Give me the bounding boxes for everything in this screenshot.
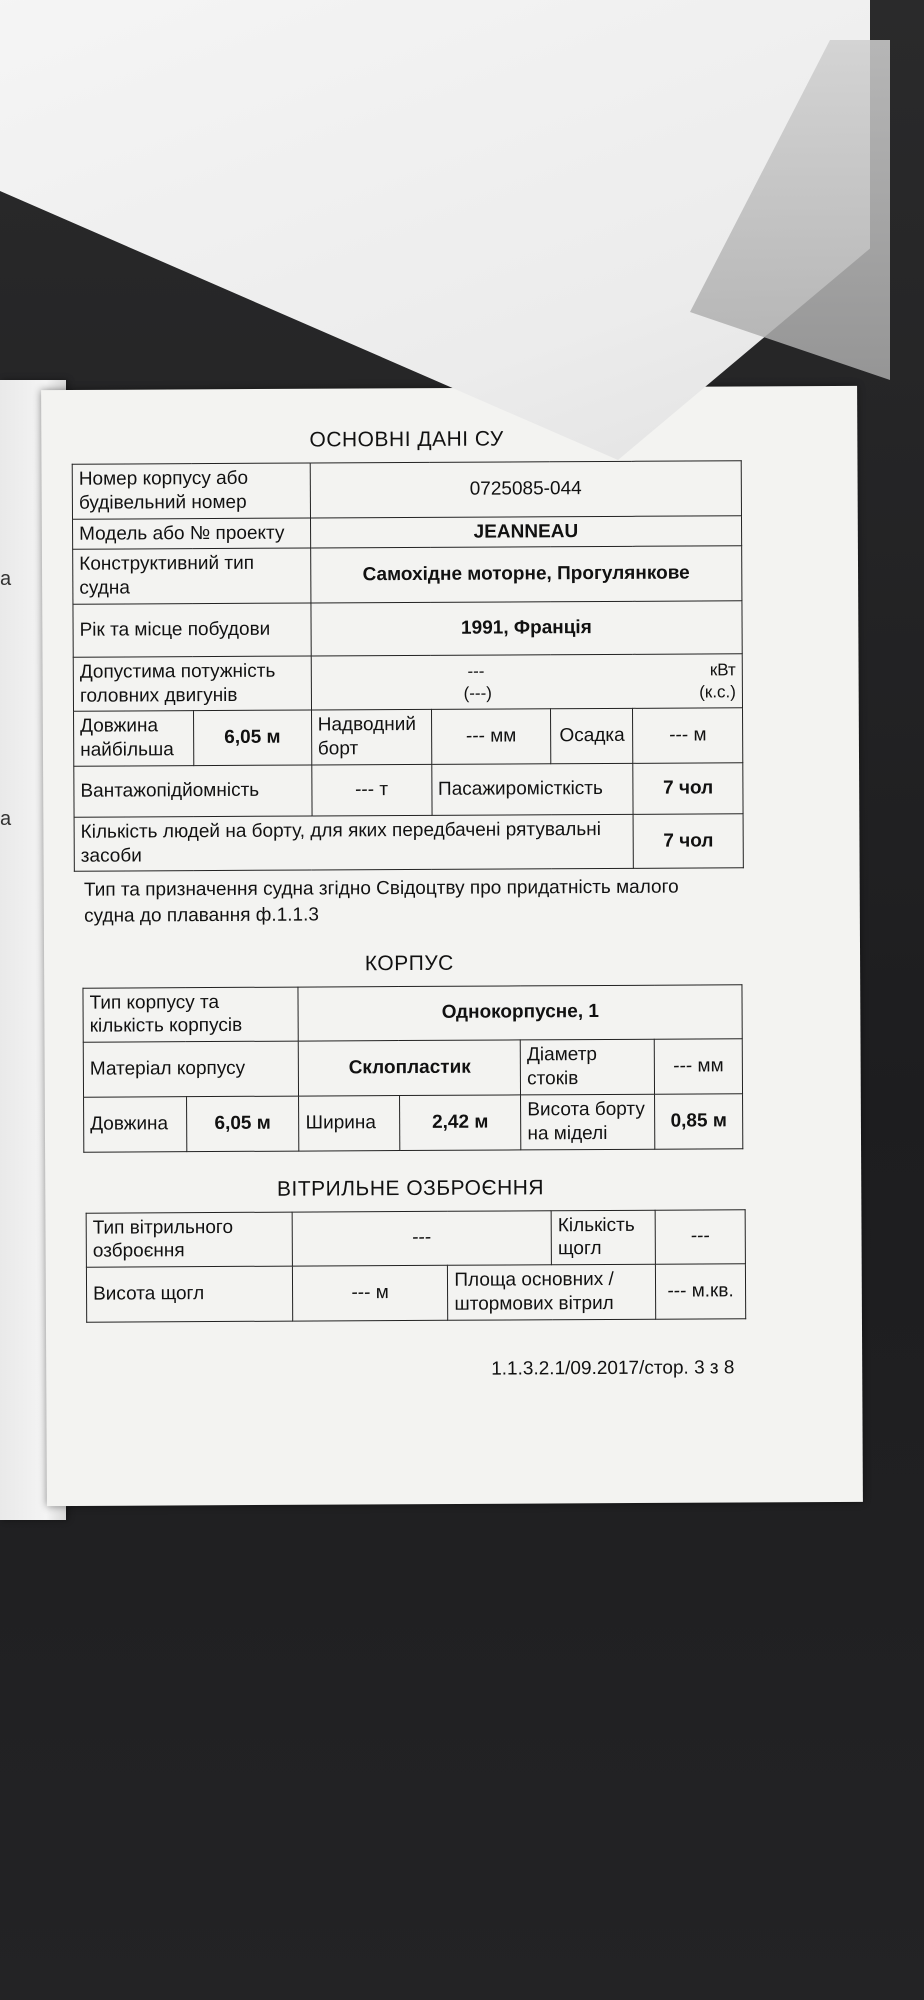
table-row [86,1264,745,1322]
build-year-label: Рік та місце побудови [73,603,311,657]
table-row [84,1094,743,1152]
table-row [74,763,743,818]
side-height-value: 0,85 м [655,1094,743,1149]
power-hp-line [318,681,736,704]
mast-count-label: Кількість щогл [551,1210,655,1265]
freeboard-value: --- мм [431,709,551,764]
hull-width-value: 2,42 м [399,1095,521,1150]
hull-number-label: Номер корпусу або будівельний номер [72,463,310,519]
model-label: Модель або № проекту [73,518,311,550]
vessel-type-label: Конструктивний тип судна [73,548,311,604]
section-heading-sail: ВІТРИЛЬНЕ ОЗБРОЄННЯ [276,1175,545,1201]
table-row [73,546,742,604]
section-heading-main: ОСНОВНІ ДАНІ СУ [309,427,504,452]
hull-type-value: Однокорпусне, 1 [298,984,742,1041]
table-row [73,601,742,658]
table-row [72,461,741,519]
length-value: 6,05 м [193,710,311,765]
table-row [73,654,742,712]
table-row [86,1209,745,1267]
engine-power-value [311,654,743,711]
sail-type-label: Тип вітрильного озброєння [86,1212,292,1268]
hull-table [82,984,743,1152]
length-label: Довжина найбільша [74,711,194,766]
mast-height-value: --- м [292,1265,448,1321]
hull-number-value: 0725085-044 [310,461,742,518]
document-content [71,416,746,1383]
power-hp-unit: (к.с.) [699,681,736,701]
power-hp: (---) [463,683,492,703]
vessel-type-note: Тип та призначення судна згідно Свідоцтву про придатність малого судна до плавання ф.1.1.3 [83,876,679,927]
section-heading-hull: КОРПУС [364,951,454,975]
table-row [74,708,743,766]
model-value: JEANNEAU [310,515,741,548]
draft-label: Осадка [551,709,633,764]
engine-power-label: Допустима потужність головних двигунів [73,656,311,712]
lifesaving-label: Кількість людей на борту, для яких передбачені рятувальні засоби [74,814,634,871]
sail-table [86,1209,747,1323]
passenger-capacity-label: Пасажиромісткість [431,763,633,815]
drain-diameter-value: --- мм [654,1039,742,1094]
hull-length-value: 6,05 м [186,1096,299,1151]
sail-area-value: --- м.кв. [655,1264,745,1319]
passenger-capacity-value: 7 чол [633,763,743,815]
hull-length-label: Довжина [84,1097,187,1152]
hull-type-label: Тип корпусу та кількість корпусів [83,987,299,1043]
table-row [74,813,743,871]
drain-diameter-label: Діаметр стоків [520,1039,654,1095]
hull-material-value: Склопластик [299,1040,521,1096]
sail-type-value: --- [292,1210,552,1266]
table-row [83,1039,742,1097]
sail-area-label: Площа основних / штормових вітрил [448,1264,656,1320]
power-kw-unit: кВт [709,660,736,680]
lifesaving-value: 7 чол [633,813,743,868]
vessel-type-value: Самохідне моторне, Прогулянкове [310,546,742,603]
power-kw-line [317,660,735,683]
power-kw: --- [467,661,485,681]
cargo-capacity-label: Вантажопідйомність [74,765,312,817]
left-page-text: а [0,568,12,590]
mast-height-label: Висота щогл [86,1266,292,1322]
hull-width-label: Ширина [299,1096,400,1151]
main-data-table [72,460,744,872]
page-footer: 1.1.3.2.1/09.2017/стор. 3 з 8 [491,1357,735,1380]
build-year-value: 1991, Франція [311,601,743,656]
draft-value: --- м [633,708,743,763]
mast-count-value: --- [655,1209,745,1264]
cargo-capacity-value: --- т [311,764,431,816]
hull-material-label: Матеріал корпусу [83,1041,299,1097]
table-row [83,984,742,1042]
table-row [73,515,742,549]
side-height-label: Висота борту на міделі [521,1094,655,1149]
left-page-text: а [0,808,12,830]
freeboard-label: Надводний борт [311,710,431,765]
